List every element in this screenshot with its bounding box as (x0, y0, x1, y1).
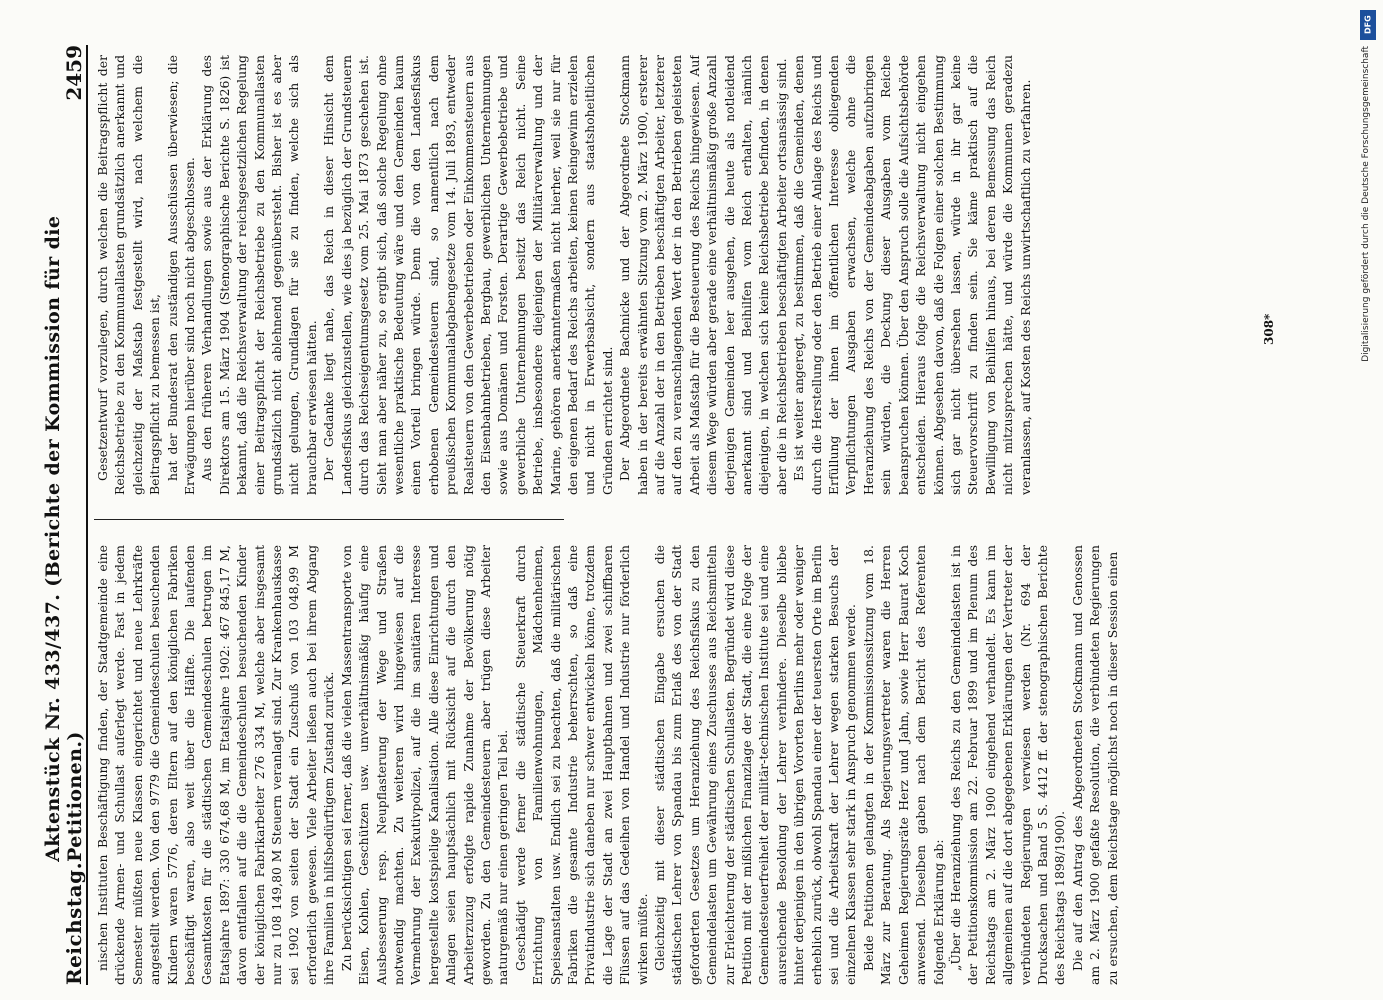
page-number: 2459 (62, 45, 86, 101)
paragraph: nischen Instituten Beschäftigung finden, der Stadtgemeinde eine drückende Armen- und Schullast auferlegt werde. Fast in jedem Semester müßten neue Klassen eingerichtet und neue Lehrkräfte angestellt werden. Von den 9779 die Gemeindeschulen besuchenden Kindern waren 5776, deren Eltern auf den königlichen Fabriken beschäftigt waren, also weit über die Hälfte. Die laufenden Gesamtkosten für die städtischen Gemeindeschulen betrugen im Etatsjahre 1897: 330 674,68 M, im Etatsjahre 1902: 467 845,17 M, davon entfallen auf die die Gemeindeschulen besuchenden Kinder der königlichen Fabrikarbeiter 276 334 M, welche aber insgesamt nur zu 108 149,80 M Steuern veranlagt sind. Zur Krankenhauskasse sei 1902 von seiten der Stadt ein Zuschuß von 103 048,99 M erforderlich gewesen. Viele Arbeiter ließen auch bei ihrem Abgang ihre Familien in hilfsbedürftigem Zustand zurück. (95, 545, 337, 985)
paragraph: Zu berücksichtigen sei ferner, daß die vielen Massentransporte von Eisen, Kohlen, Geschützen usw. unverhältnismäßig häufig eine Ausbesserung resp. Neupflasterung der Wege und Straßen notwendig machten. Zu weiteren wird hingewiesen auf die Vermehrung der Exekutivpolizei, auf die im sanitären Interesse hergestellte kostspielige Kanalisation. Alle diese Einrichtungen und Anlagen seien hauptsächlich mit Rücksicht auf die durch den Arbeiterzuzug erfolgte rapide Zunahme der Bevölkerung nötig geworden. Zu den Gemeindesteuern aber trügen diese Arbeiter naturgemäß nur einen geringen Teil bei. (338, 545, 511, 985)
text-column-left (94, 545, 1294, 985)
digitization-credit: Digitalisierung gefördert durch die Deutsche Forschungsgemeinschaft (1361, 46, 1371, 362)
paragraph: hat der Bundesrat den zuständigen Ausschüssen überwiesen; die Erwägungen hierüber sind noch nicht abgeschlossen. (164, 55, 198, 495)
header-left: Reichstag. (62, 861, 86, 985)
paragraph: Geschädigt werde ferner die städtische Steuerkraft durch Errichtung von Familienwohnungen, Mädchenheimen, Speiseanstalten usw. Endlich sei zu beachten, daß die militärischen Fabriken die gesamte Industrie beherrschten, so daß eine Privatindustrie sich daneben nur schwer entwickeln könne, trotzdem die Lage der Stadt an zwei Hauptbahnen und zwei schiffbaren Flüssen auf das Gedeihen von Handel und Industrie nur förderlich wirken müßte. (512, 545, 650, 985)
header-title: Aktenstück Nr. 433/437. (Berichte der Kommission für die Petitionen.) (42, 215, 86, 862)
dfg-logo-icon: DFG (1360, 10, 1376, 40)
paragraph: Der Abgeordnete Bachnicke und der Abgeordnete Stockmann haben in der bereits erwähnten Sitzung vom 2. März 1900, ersterer auf die Anzahl der in den Betrieben beschäftigten Arbeiter, letzterer auf den zu veranschlagenden Wert der in den Betrieben geleisteten Arbeit als Maßstab für die Besteuerung des Reichs hingewiesen. Auf diesem Wege würden aber gerade eine verhältnismäßig große Anzahl derjenigen Gemeinden leer ausgehen, die heute als notleidend anerkannt sind und Beihilfen vom Reich erhalten, nämlich diejenigen, in welchen sich keine Reichsbetriebe befinden, in denen aber die in Reichsbetrieben beschäftigten Arbeiter ortsansässig sind. (617, 55, 789, 495)
text-column-right (94, 55, 1294, 495)
paragraph: Gleichzeitig mit dieser städtischen Eingabe ersuchen die städtischen Lehrer von Spandau bis zum Erlaß des von der Stadt geforderten Gesetzes um Heranziehung des Reichsfiskus zu den Gemeindelasten um Gewährung eines Zuschusses aus Reichsmitteln zur Erleichterung der städtischen Schullasten. Begründet wird diese Petition mit der mißlichen Finanzlage der Stadt, die eine Folge der Gemeindesteuerfreiheit der militär-technischen Institute sei und eine ausreichende Besoldung der Lehrer verhindere. Dieselbe bliebe hinter derjenigen in den übrigen Vororten Berlins mehr oder weniger erheblich zurück, obwohl Spandau einer der teuersten Orte im Berlin sei und die Arbeitskraft der Lehrer wegen starken Besuchs der einzelnen Klassen sehr stark in Anspruch genommen werde. (652, 545, 859, 985)
rotated-page-content (42, 45, 1320, 985)
column-divider (94, 519, 564, 520)
paragraph: Der Gedanke liegt nahe, das Reich in dieser Hinsicht dem Landesfiskus gleichzustellen, wie dies ja bezüglich der Grundsteuern durch das Reichseigentumsgesetz vom 25. Mai 1873 geschehen ist. Sieht man aber näher zu, so ergibt sich, daß solche Regelung ohne wesentliche praktische Bedeutung wäre und den Gemeinden kaum einen Vorteil bringen würde. Denn die von den Landesfiskus erhobenen Gemeindesteuern sind, so namentlich nach dem preußischen Kommunalabgabengesetze vom 14. Juli 1893, entweder Realsteuern von den Gewerbebetrieben oder Einkommensteuern aus den Eisenbahnbetrieben, Bergbau, gewerblichen Unternehmungen sowie aus Domänen und Forsten. Derartige Gewerbebetriebe und gewerbliche Unternehmungen besitzt das Reich nicht. Seine Betriebe, insbesondere diejenigen der Militärverwaltung und der Marine, gehören anerkanntermaßen nicht hierher, weil sie nur für den eigenen Bedarf des Reichs arbeiten, keinen Reingewinn erzielen und nicht in Erwerbsabsicht, sondern aus staatshoheitlichen Gründen errichtet sind. (321, 55, 615, 495)
paragraph: „Über die Heranziehung des Reichs zu den Gemeindelasten ist in der Petitionskommission am 22. Februar 1899 und im Plenum des Reichstags am 2. März 1900 eingehend verhandelt. Es kann im allgemeinen auf die dort abgegebenen Erklärungen der Vertreter der verbündeten Regierungen verwiesen werden (Nr. 694 der Drucksachen und Band 5 S. 4412 ff. der stenographischen Berichte des Reichstags 1898/1900). (947, 545, 1068, 985)
paragraph: Aus den früheren Verhandlungen sowie aus der Erklärung des Direktors am 15. März 1904 (Stenographische Berichte S. 1826) ist bekannt, daß die Reichsverwaltung der reichsgesetzlichen Regelung einer Beitragspflicht der Reichsbetriebe zu den Kommunallasten grundsätzlich nicht ablehnend gegenübersteht. Bisher ist es aber nicht gelungen, Grundlagen für sie zu finden, welche sich als brauchbar erwiesen hätten. (199, 55, 319, 495)
signature-mark: 308* (1262, 313, 1276, 345)
digitization-credit-strip (1357, 10, 1379, 670)
paragraph: Es ist weiter angeregt, zu bestimmen, daß die Gemeinden, denen durch die Herstellung oder den Betrieb einer Anlage des Reichs und Erfüllung der ihnen im öffentlichen Interesse obliegenden Verpflichtungen Ausgaben erwachsen, welche ohne die Heranziehung des Reichs von der Gemeindeabgaben aufzubringen sein würden, die Deckung dieser Ausgaben vom Reiche beanspruchen können. Über den Anspruch solle die Aufsichtsbehörde entscheiden. Hieraus folge die Reichsverwaltung nicht eingehen können. Abgesehen davon, daß die Folgen einer solchen Bestimmung sich gar nicht übersehen lassen, würde in ihr gar keine Steuervorschrift zu finden sein. Sie käme praktisch auf die Bewilligung von Beihilfen hinaus, bei deren Bemessung das Reich nicht mitzusprechen hätte, und würde die Kommunen geradezu veranlassen, auf Kosten des Reichs unwirtschaftlich zu verfahren. (791, 55, 1033, 495)
paragraph: Beide Petitionen gelangten in der Kommissionssitzung vom 18. März zur Beratung. Als Regierungsvertreter waren die Herren Geheimen Regierungsräte Herz und Jahn, sowie Herr Baurat Koch anwesend. Dieselben gaben nach dem Bericht des Referenten folgende Erklärung ab: (860, 545, 946, 985)
page-header (42, 45, 88, 985)
paragraph: Gesetzentwurf vorzulegen, durch welchen die Beitragspflicht der Reichsbetriebe zu den Kommunallasten grundsätzlich anerkannt und gleichzeitig der Maßstab festgestellt wird, nach welchem die Beitragspflicht zu bemessen ist, (95, 55, 163, 495)
paragraph: Die auf den Antrag des Abgeordneten Stockmann und Genossen am 2. März 1900 gefaßte Resolution, die verbündeten Regierungen zu ersuchen, dem Reichstage möglichst noch in dieser Session einen (1069, 545, 1120, 985)
